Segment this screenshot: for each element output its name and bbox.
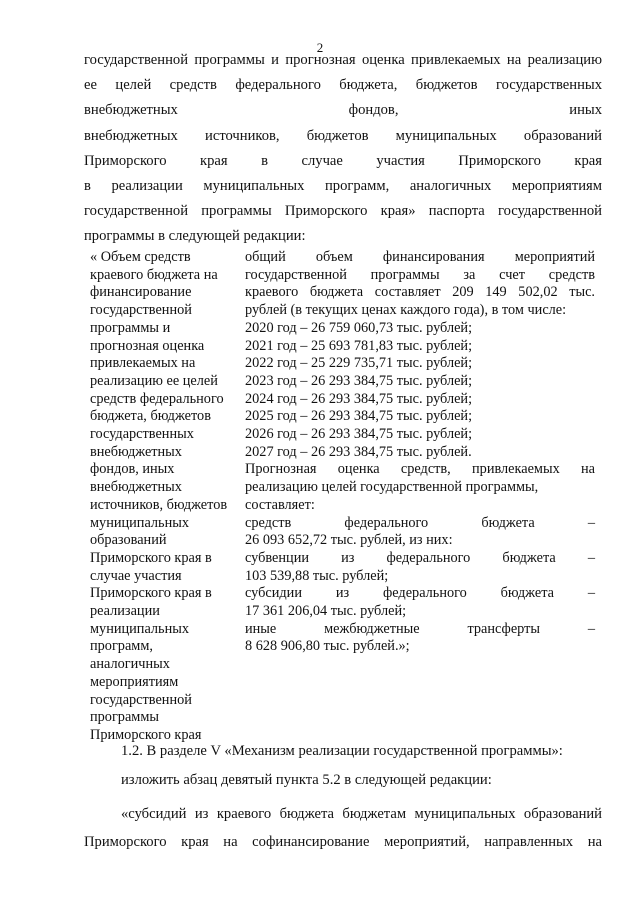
label-line: внебюджетных xyxy=(90,479,182,496)
label-line: Приморского края в xyxy=(90,585,212,602)
table-label-column xyxy=(90,249,240,745)
value-line: 2020 год – 26 759 060,73 тыс. рублей; xyxy=(245,319,473,336)
label-line: государственной xyxy=(90,302,192,319)
value-line: Прогнозная оценка средств, привлекаемых на xyxy=(245,461,595,478)
intro-paragraph xyxy=(84,48,602,250)
value-line: 2026 год – 26 293 384,75 тыс. рублей; xyxy=(245,426,473,443)
label-line: фондов, иных xyxy=(90,461,175,478)
instruction-paragraph xyxy=(84,771,602,789)
value-line: субсидии из федерального бюджета – xyxy=(245,585,595,602)
intro-line: внебюджетных источников, бюджетов муниципальных образований xyxy=(84,127,602,144)
value-line: 26 093 652,72 тыс. рублей, из них: xyxy=(245,532,453,549)
label-line: реализацию ее целей xyxy=(90,372,218,389)
value-line: 2022 год – 25 229 735,71 тыс. рублей; xyxy=(245,355,473,372)
quote-paragraph xyxy=(84,800,602,856)
label-line: « Объем средств xyxy=(90,249,191,265)
instruction-line: изложить абзац девятый пункта 5.2 в следующей редакции: xyxy=(121,772,492,788)
label-line: программы xyxy=(90,709,160,726)
label-line: программы и xyxy=(90,319,171,336)
label-line: внебюджетных xyxy=(90,443,182,460)
label-line: образований xyxy=(90,532,167,549)
value-line: реализацию целей государственной программы, xyxy=(245,479,539,496)
intro-line: внебюджетных фондов, иных xyxy=(84,102,602,119)
label-line: Приморского края в xyxy=(90,549,212,566)
quote-line: «субсидий из краевого бюджета бюджетам муниципальных образований xyxy=(121,806,602,822)
section-paragraph xyxy=(84,742,602,760)
value-line: 103 539,88 тыс. рублей; xyxy=(245,567,389,584)
label-line: государственных xyxy=(90,426,194,443)
quote-line: Приморского края на софинансирование мероприятий, направленных на xyxy=(84,834,602,850)
value-line: 2027 год – 26 293 384,75 тыс. рублей. xyxy=(245,443,472,460)
intro-line: Приморского края в случае участия Приморского края xyxy=(84,152,602,169)
value-line: краевого бюджета составляет 209 149 502,02 тыс. xyxy=(245,284,595,301)
intro-line: государственной программы и прогнозная оценка привлекаемых на реализацию xyxy=(84,52,602,68)
value-line: общий объем финансирования мероприятий xyxy=(245,249,595,265)
label-line: привлекаемых на xyxy=(90,355,196,372)
value-line: 8 628 906,80 тыс. рублей.»; xyxy=(245,638,410,655)
label-line: бюджета, бюджетов xyxy=(90,408,211,425)
label-line: средств федерального xyxy=(90,390,224,407)
label-line: Приморского края xyxy=(90,726,202,743)
label-line: муниципальных xyxy=(90,620,189,637)
label-line: финансирование xyxy=(90,284,192,301)
label-line: случае участия xyxy=(90,567,182,584)
label-line: программ, xyxy=(90,638,153,655)
label-line: прогнозная оценка xyxy=(90,337,205,354)
label-line: реализации xyxy=(90,603,160,620)
label-line: мероприятиям xyxy=(90,673,179,690)
label-line: источников, бюджетов xyxy=(90,496,228,513)
label-line: аналогичных xyxy=(90,656,170,673)
intro-line: программы в следующей редакции: xyxy=(84,228,306,245)
value-line: государственной программы за счет средств xyxy=(245,266,595,283)
value-line: иные межбюджетные трансферты – xyxy=(245,620,595,637)
label-line: муниципальных xyxy=(90,514,189,531)
label-line: краевого бюджета на xyxy=(90,266,218,283)
table-value-column xyxy=(245,249,595,656)
value-line: субвенции из федерального бюджета – xyxy=(245,549,595,566)
intro-line: ее целей средств федерального бюджета, бюджетов государственных xyxy=(84,77,602,94)
section-line: 1.2. В разделе V «Механизм реализации государственной программы»: xyxy=(121,743,563,759)
value-line: составляет: xyxy=(245,496,315,513)
value-line: 2023 год – 26 293 384,75 тыс. рублей; xyxy=(245,372,473,389)
value-line: рублей (в текущих ценах каждого года), в том числе: xyxy=(245,302,567,319)
label-line: государственной xyxy=(90,691,192,708)
value-line: 2021 год – 25 693 781,83 тыс. рублей; xyxy=(245,337,473,354)
value-line: 2025 год – 26 293 384,75 тыс. рублей; xyxy=(245,408,473,425)
intro-line: государственной программы Приморского края» паспорта государственной xyxy=(84,203,602,220)
page-number: 2 xyxy=(316,40,324,55)
value-line: 17 361 206,04 тыс. рублей; xyxy=(245,603,407,620)
value-line: 2024 год – 26 293 384,75 тыс. рублей; xyxy=(245,390,473,407)
value-line: средств федерального бюджета – xyxy=(245,514,595,531)
intro-line: в реализации муниципальных программ, аналогичных мероприятиям xyxy=(84,178,602,195)
